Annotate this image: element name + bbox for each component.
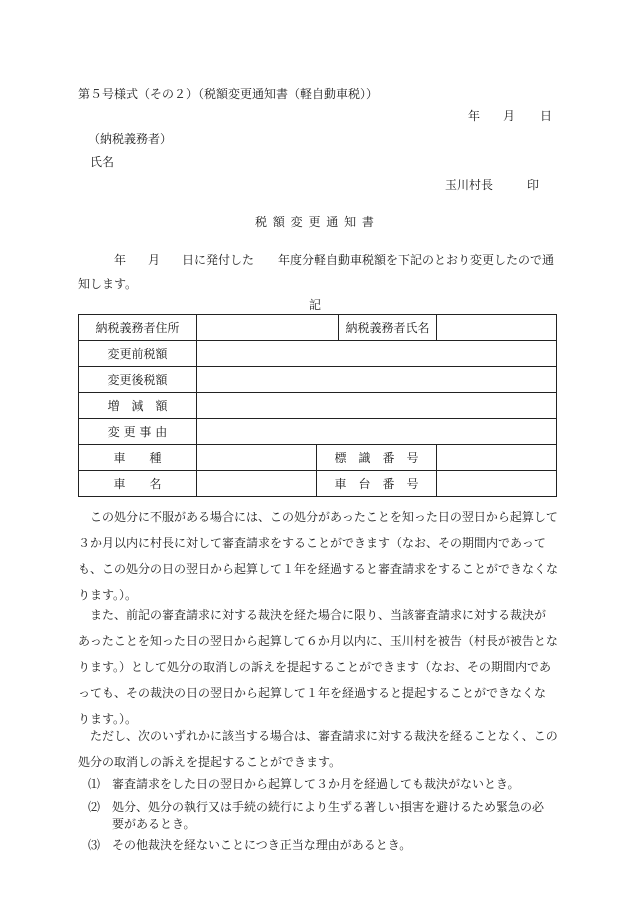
- vehicle-name-value-cell[interactable]: [197, 471, 317, 497]
- vehicle-type-label-cell: 車 種: [79, 445, 197, 471]
- diff-value-cell[interactable]: [197, 393, 557, 419]
- list-item-number: ⑴: [88, 777, 101, 791]
- intro-line1: 日に発付した 年度分軽自動車税額を下記のとおり変更したので通: [182, 253, 555, 267]
- diff-label-cell: 増 減 額: [79, 393, 197, 419]
- paragraph-appeal: この処分に不服がある場合には、この処分があったことを知った日の翌日から起算して３か月以内に村長に対して審査請求をすることができます（なお、その期間内であっても、この処分の日の翌日から起算して１年を経過すると審査請求をすることができなくなります。）。: [78, 510, 559, 602]
- table-row: [79, 367, 557, 393]
- table-row: [79, 445, 557, 471]
- date-year-label: 年: [468, 109, 481, 123]
- name-value-cell[interactable]: [437, 315, 557, 341]
- list-item: [88, 776, 558, 793]
- reason-label-cell: 変 更 事 由: [79, 419, 197, 445]
- list-item-text: その他裁決を経ないことにつき正当な理由があるとき。: [112, 838, 412, 852]
- table-row: [79, 341, 557, 367]
- reason-value-cell[interactable]: [197, 419, 557, 445]
- name-label: 氏名: [90, 155, 115, 169]
- vehicle-type-value-cell[interactable]: [197, 445, 317, 471]
- intro-line2: 知します。: [78, 277, 138, 291]
- table-row: [79, 419, 557, 445]
- name-label-cell: 納税義務者氏名: [339, 315, 437, 341]
- after-tax-value-cell[interactable]: [197, 367, 557, 393]
- plate-value-cell[interactable]: [437, 445, 557, 471]
- address-value-cell[interactable]: [197, 315, 339, 341]
- taxpayer-label: （納税義務者）: [88, 132, 173, 146]
- form-title: 第５号様式（その２）（税額変更通知書（軽自動車税））: [78, 87, 379, 101]
- paragraph-exception: ただし、次のいずれかに該当する場合は、審査請求に対する裁決を経ることなく、この処分の取消しの訴えを提起することができます。: [78, 729, 558, 769]
- intro-month: 月: [148, 253, 161, 267]
- tax-change-table: [78, 314, 557, 497]
- date-month-label: 月: [503, 109, 516, 123]
- mayor-label: 玉川村長: [445, 178, 494, 192]
- before-tax-label-cell: 変更前税額: [79, 341, 197, 367]
- paragraph-lawsuit: また、前記の審査請求に対する裁決を経た場合に限り、当該審査請求に対する裁決があったことを知った日の翌日から起算して６か月以内に、玉川村を被告（村長が被告となります。）として処分の取消しの訴えを提起することができます（なお、その期間内であっても、その裁決の日の翌日から起算して１年を経過すると提起することができなくなります。）。: [78, 608, 558, 726]
- ki-label: 記: [308, 298, 321, 312]
- table-row: [79, 393, 557, 419]
- document-title: 税 額 変 更 通 知 書: [255, 215, 375, 229]
- list-item-number: ⑵: [88, 800, 101, 814]
- list-item: [88, 799, 548, 833]
- plate-label-cell: 標 識 番 号: [317, 445, 437, 471]
- before-tax-value-cell[interactable]: [197, 341, 557, 367]
- chassis-value-cell[interactable]: [437, 471, 557, 497]
- chassis-label-cell: 車 台 番 号: [317, 471, 437, 497]
- list-item-text: 審査請求をした日の翌日から起算して３か月を経過しても裁決がないとき。: [112, 777, 520, 791]
- seal-mark: 印: [527, 178, 540, 192]
- after-tax-label-cell: 変更後税額: [79, 367, 197, 393]
- table-row: [79, 315, 557, 341]
- table-row: [79, 471, 557, 497]
- list-item-text: 処分、処分の執行又は手続の続行により生ずる著しい損害を避けるため緊急の必要があるとき。: [112, 800, 545, 831]
- address-label-cell: 納税義務者住所: [79, 315, 197, 341]
- list-item: [88, 837, 558, 854]
- list-item-number: ⑶: [88, 838, 101, 852]
- intro-year: 年: [114, 253, 127, 267]
- date-day-label: 日: [540, 109, 553, 123]
- vehicle-name-label-cell: 車 名: [79, 471, 197, 497]
